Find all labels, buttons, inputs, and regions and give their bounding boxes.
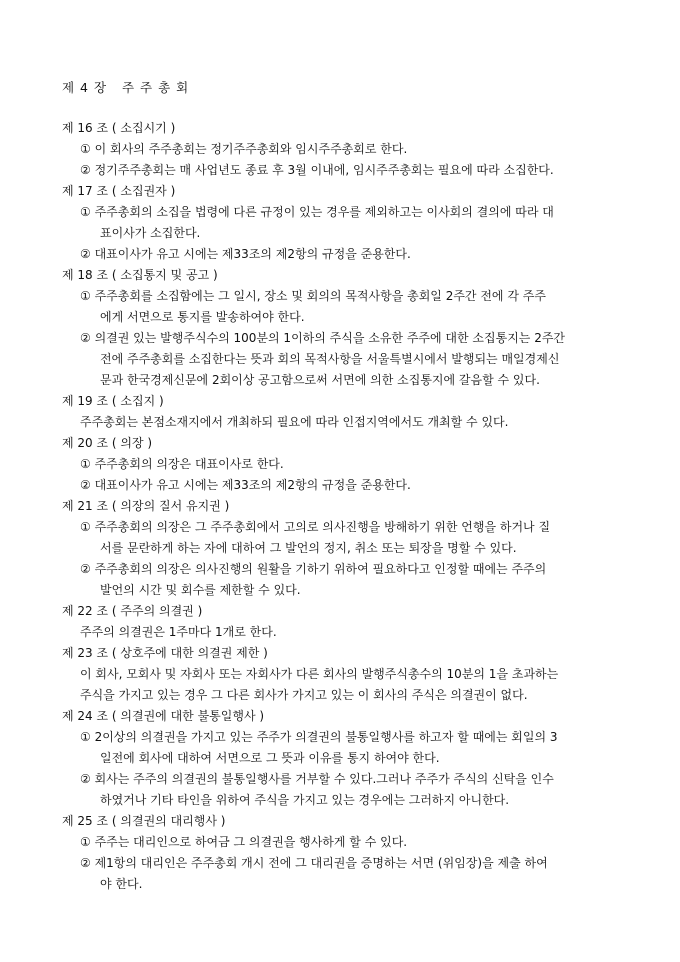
article-item-continuation: 문과 한국경제신문에 2회이상 공고함으로써 서면에 의한 소집통지에 갈음할 수 있다. <box>100 373 540 387</box>
article-item: ① 주주총회의 소집을 법령에 다른 규정이 있는 경우를 제외하고는 이사회의 결의에 따라 대 <box>80 205 554 219</box>
article-item: ① 주주총회의 의장은 대표이사로 한다. <box>80 457 284 471</box>
article-item-continuation: 표이사가 소집한다. <box>100 226 201 240</box>
article-title: 제 21 조 ( 의장의 질서 유지권 ) <box>62 499 230 513</box>
article-item: ② 제1항의 대리인은 주주총회 개시 전에 그 대리권을 증명하는 서면 (위임장)을 제출 하여 <box>80 856 548 870</box>
article-item: ② 의결권 있는 발행주식수의 100분의 1이하의 주식을 소유한 주주에 대한 소집통지는 2주간 <box>80 331 566 345</box>
article-item: ① 주주총회를 소집함에는 그 일시, 장소 및 회의의 목적사항을 총회일 2주간 전에 각 주주 <box>80 289 546 303</box>
article-item-continuation: 일전에 회사에 대하여 서면으로 그 뜻과 이유를 통지 하여야 한다. <box>100 751 440 765</box>
article-item-continuation: 야 한다. <box>100 877 143 891</box>
article-item: ② 정기주주총회는 매 사업년도 종료 후 3월 이내에, 임시주주총회는 필요에 따라 소집한다. <box>80 163 554 177</box>
article-item: ① 이 회사의 주주총회는 정기주주총회와 임시주주총회로 한다. <box>80 142 408 156</box>
article-title: 제 17 조 ( 소집권자 ) <box>62 184 176 198</box>
article-text: 이 회사, 모회사 및 자회사 또는 자회사가 다른 회사의 발행주식총수의 10분의 1을 초과하는 <box>80 667 559 681</box>
article-item: ② 주주총회의 의장은 의사진행의 원활을 기하기 위하여 필요하다고 인정할 때에는 주주의 <box>80 562 547 576</box>
article-item: ② 회사는 주주의 의결권의 불통일행사를 거부할 수 있다.그러나 주주가 주식의 신탁을 인수 <box>80 772 554 786</box>
article-title: 제 20 조 ( 의장 ) <box>62 436 153 450</box>
article-text: 주식을 가지고 있는 경우 그 다른 회사가 가지고 있는 이 회사의 주식은 의결권이 없다. <box>80 688 528 702</box>
article-title: 제 22 조 ( 주주의 의결권 ) <box>62 604 203 618</box>
article-item-continuation: 에게 서면으로 통지를 발송하여야 한다. <box>100 310 305 324</box>
article-item: ② 대표이사가 유고 시에는 제33조의 제2항의 규정을 준용한다. <box>80 478 411 492</box>
article-item: ① 주주총회의 의장은 그 주주총회에서 고의로 의사진행을 방해하기 위한 언행을 하거나 질 <box>80 520 551 534</box>
article-title: 제 19 조 ( 소집지 ) <box>62 394 164 408</box>
article-item: ① 주주는 대리인으로 하여금 그 의결권을 행사하게 할 수 있다. <box>80 835 408 849</box>
article-item: ② 대표이사가 유고 시에는 제33조의 제2항의 규정을 준용한다. <box>80 247 411 261</box>
article-title: 제 24 조 ( 의결권에 대한 불통일행사 ) <box>62 709 265 723</box>
article-item-continuation: 서를 문란하게 하는 자에 대하여 그 발언의 정지, 취소 또는 퇴장을 명할 수 있다. <box>100 541 517 555</box>
article-text: 주주총회는 본점소재지에서 개최하되 필요에 따라 인접지역에서도 개최할 수 있다. <box>80 415 509 429</box>
article-item-continuation: 발언의 시간 및 회수를 제한할 수 있다. <box>100 583 301 597</box>
article-title: 제 16 조 ( 소집시기 ) <box>62 121 176 135</box>
article-title: 제 23 조 ( 상호주에 대한 의결권 제한 ) <box>62 646 268 660</box>
chapter-title: 제 4 장 주 주 총 회 <box>62 80 190 95</box>
article-text: 주주의 의결권은 1주마다 1개로 한다. <box>80 625 277 639</box>
article-item-continuation: 전에 주주총회를 소집한다는 뜻과 회의 목적사항을 서울특별시에서 발행되는 매일경제신 <box>100 352 560 366</box>
article-title: 제 18 조 ( 소집통지 및 공고 ) <box>62 268 218 282</box>
article-item-continuation: 하였거나 기타 타인을 위하여 주식을 가지고 있는 경우에는 그러하지 아니한다. <box>100 793 510 807</box>
article-item: ① 2이상의 의결권을 가지고 있는 주주가 의결권의 불통일행사를 하고자 할 때에는 회일의 3 <box>80 730 558 744</box>
article-title: 제 25 조 ( 의결권의 대리행사 ) <box>62 814 226 828</box>
